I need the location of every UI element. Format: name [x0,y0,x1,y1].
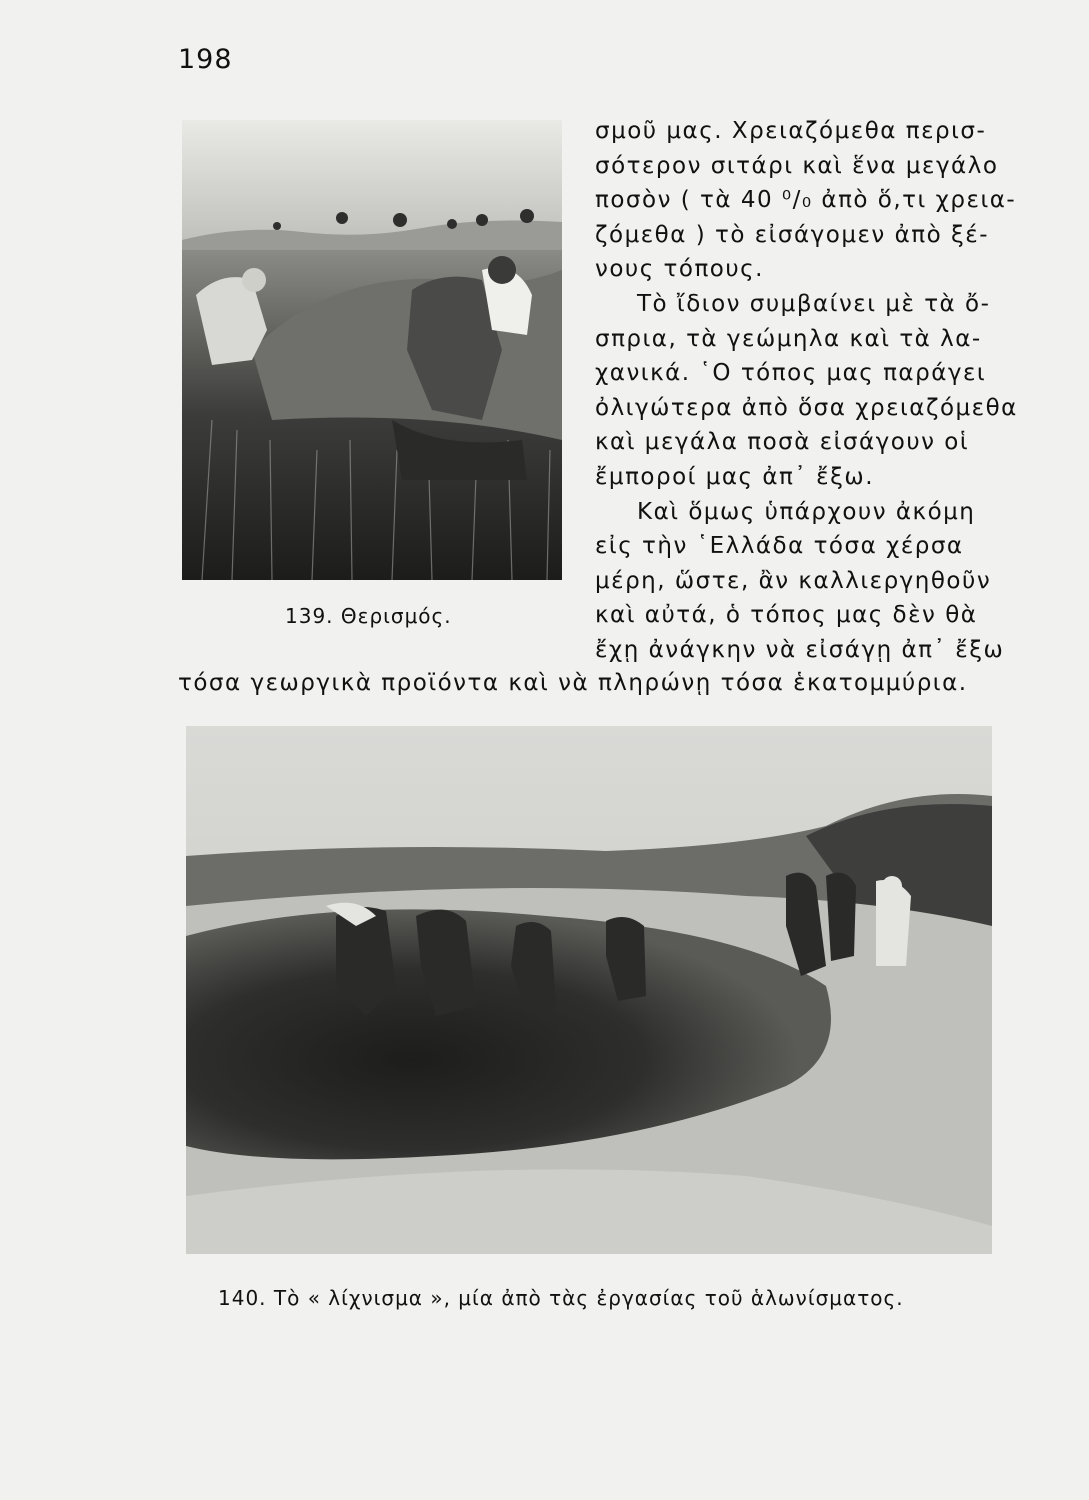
text-line: χανικά. ῾Ο τόπος μας παράγει [595,360,987,387]
text-line: σπρια, τὰ γεώμηλα καὶ τὰ λα- [595,325,982,352]
paragraph-start-line: Καὶ ὅμως ὑπάρχουν ἀκόμη [637,498,976,525]
text-line: σμοῦ μας. Χρειαζόμεθα περισ- [595,118,987,144]
text-line: σότερον σιτάρι καὶ ἕνα μεγάλο [595,152,999,179]
page-number: 198 [178,44,233,75]
winnowing-photo-image [186,726,992,1254]
text-line: ἔχῃ ἀνάγκην νὰ εἰσάγῃ ἀπ᾽ ἔξω [595,636,1005,663]
harvest-photo-image [182,120,562,580]
text-line: ὀλιγώτερα ἀπὸ ὅσα χρειαζόμεθα [595,394,1018,421]
text-line: νους τόπους. [595,256,764,283]
text-line: μέρη, ὥστε, ἂν καλλιεργηθοῦν [595,567,992,594]
figure-139-caption: 139. Θερισμός. [285,604,452,628]
text-line: ἔμποροί μας ἀπ᾽ ἔξω. [595,463,875,490]
text-line: καὶ αὐτά, ὁ τόπος μας δὲν θὰ [595,602,978,629]
text-line: καὶ μεγάλα ποσὰ εἰσάγουν οἱ [595,429,970,456]
figure-140-caption: 140. Τὸ « λίχνισμα », μία ἀπὸ τὰς ἐργασίας τοῦ ἁλωνίσματος. [218,1286,904,1310]
text-line: ζόμεθα ) τὸ εἰσάγομεν ἀπὸ ξέ- [595,221,990,248]
full-width-text-line: τόσα γεωργικὰ προϊόντα καὶ νὰ πληρώνῃ τόσα ἑκατομμύρια. [178,670,968,696]
text-line: ποσὸν ( τὰ 40 ⁰/₀ ἀπὸ ὅ,τι χρεια- [595,187,1017,214]
winnowing-photo [186,726,992,1254]
harvest-photo [182,120,562,580]
paragraph-start-line: Τὸ ἴδιον συμβαίνει μὲ τὰ ὄ- [637,290,991,317]
text-line: εἰς τὴν ῾Ελλάδα τόσα χέρσα [595,533,964,560]
main-text-column [595,114,1018,668]
